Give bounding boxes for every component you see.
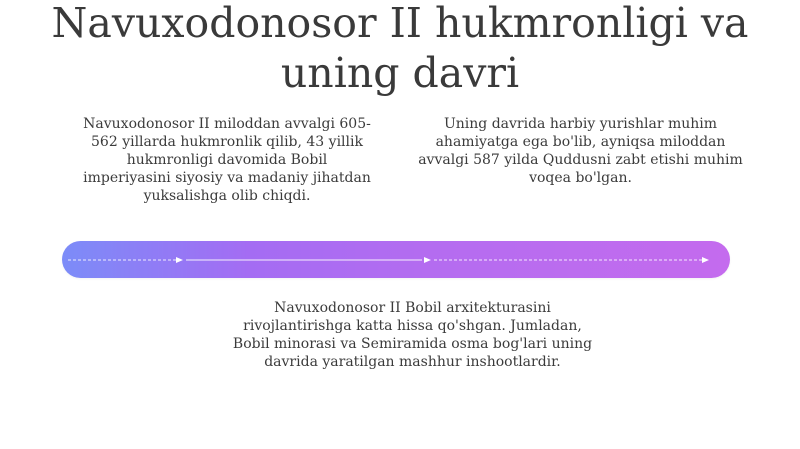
paragraph-reign: Navuxodonosor II miloddan avvalgi 605-562 yillarda hukmronlik qilib, 43 yillik hukmronligi davomida Bobil imperiyasini siyosiy va madaniy jihatdan yuksalishga olib chiqdi. xyxy=(83,116,371,204)
timeline-arrow-2 xyxy=(424,257,431,263)
paragraph-architecture: Navuxodonosor II Bobil arxitekturasini rivojlantirishga katta hissa qo'shgan. Jumladan, Bobil minorasi va Semiramida osma bog'lari uning davrida yaratilgan mashhur inshootlardir. xyxy=(232,300,593,370)
timeline-bar xyxy=(62,241,730,278)
timeline-arrows xyxy=(62,241,730,278)
timeline-arrow-3 xyxy=(702,257,709,263)
slide-title: Navuxodonosor II hukmronligi va uning davri xyxy=(51,0,749,97)
paragraph-military: Uning davrida harbiy yurishlar muhim ahamiyatga ega bo'lib, ayniqsa miloddan avvalgi 587 yilda Quddusni zabt etishi muhim voqea bo'lgan. xyxy=(418,116,743,186)
timeline-arrow-1 xyxy=(176,257,183,263)
